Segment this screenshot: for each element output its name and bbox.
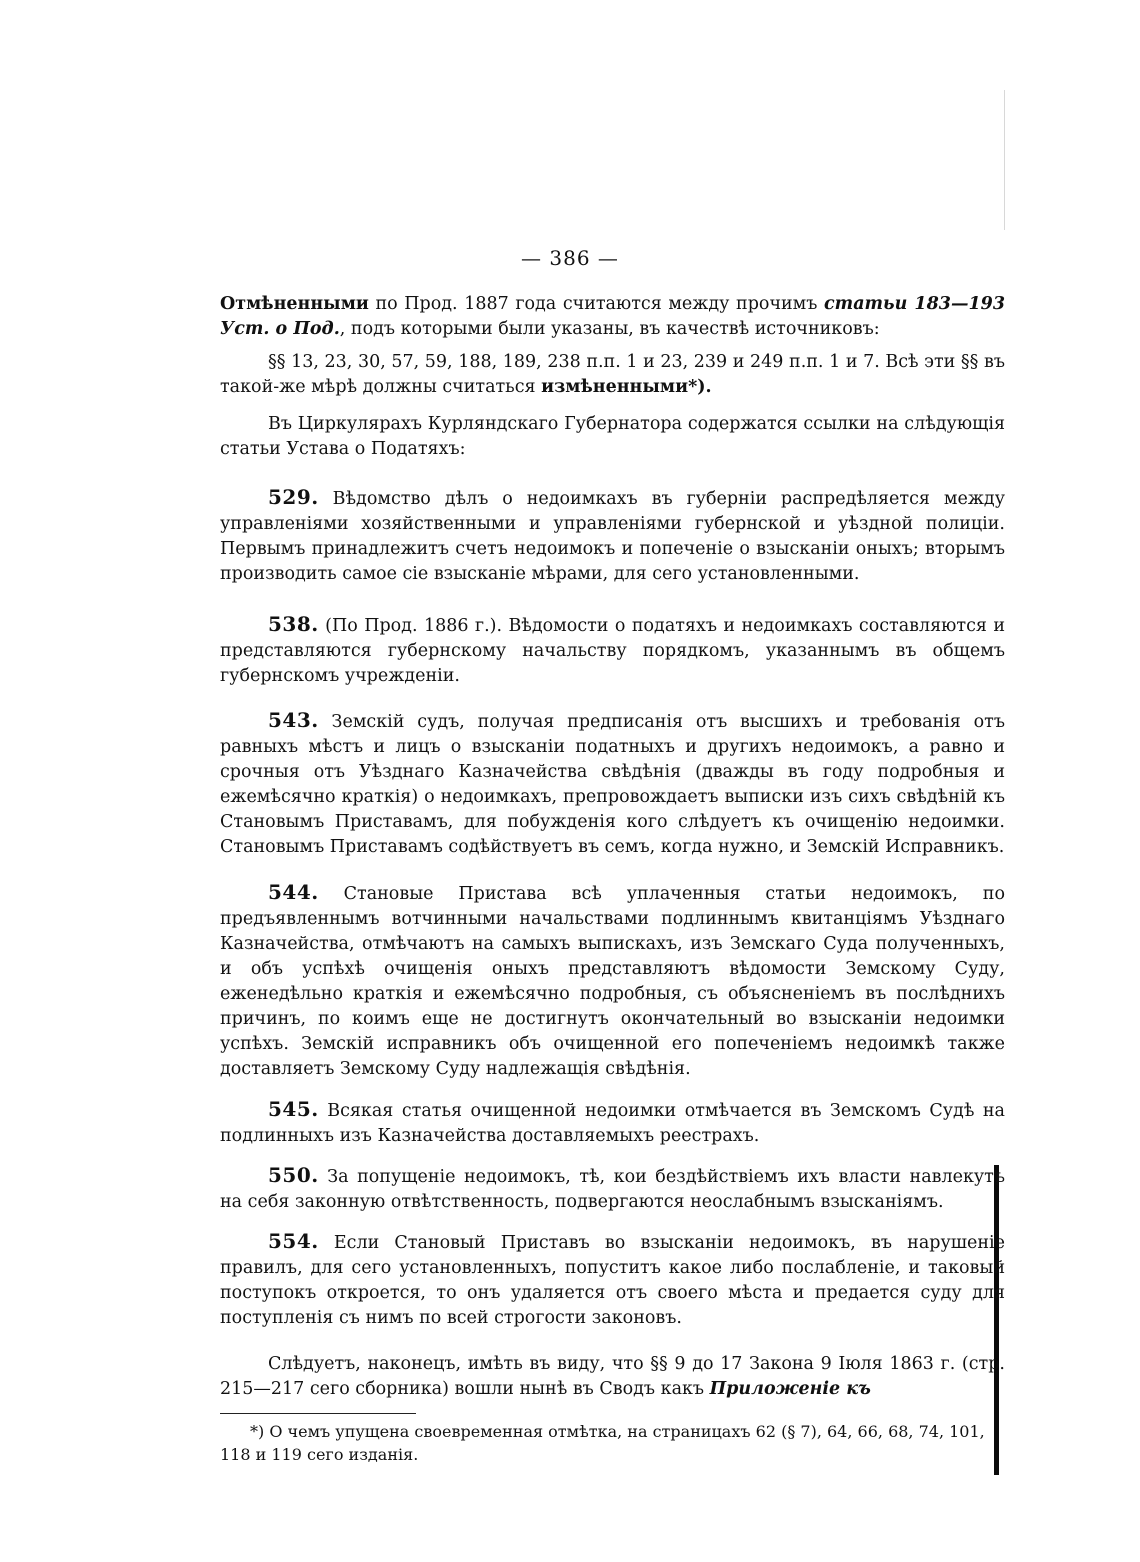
article-number: 554. — [268, 1229, 319, 1253]
circulars-paragraph: Въ Циркулярахъ Курляндскаго Губернатора содержатся ссылки на слѣдующія статьи Устава о Податяхъ: — [220, 414, 1005, 459]
article-text: Вѣдомство дѣлъ о недоимкахъ въ губерніи распредѣляется между управленіями хозяйственными и управленіями губернской и уѣздной полиціи. Первымъ принадлежитъ счетъ недоимокъ и попеченіе о взысканіи оныхъ; вторымъ производить самое сіе взысканіе мѣрами, для сего установленными. — [220, 489, 1005, 584]
article-number: 544. — [268, 880, 319, 904]
article-paragraph — [220, 708, 1005, 860]
article-text: (По Прод. 1886 г.). Вѣдомости о податяхъ и недоимкахъ составляются и представляются губернскому начальству порядкомъ, указаннымъ въ общемъ губернскомъ учрежденіи. — [220, 616, 1005, 686]
intro-lead-text: по Прод. 1887 года считаются между прочимъ — [368, 294, 825, 314]
article-550 — [220, 1163, 1005, 1215]
article-text: Всякая статья очищенной недоимки отмѣчается въ Земскомъ Судѣ на подлинныхъ изъ Казначейства доставляемыхъ реестрахъ. — [220, 1101, 1005, 1146]
page-number: — 386 — — [521, 246, 619, 270]
intro-lead-italic: статьи 183—193 Уст. о Под. — [220, 294, 1005, 339]
sections-bold: измѣненными*). — [541, 377, 712, 397]
intro-paragraph — [220, 292, 1005, 342]
article-number: 550. — [268, 1163, 319, 1187]
article-538 — [220, 612, 1005, 689]
article-text: Если Становый Приставъ во взысканіи недоимокъ, въ нарушеніе правилъ, для сего установленныхъ, попуститъ какое либо послабленіе, и таковый поступокъ откроется, то онъ удаляется отъ своего мѣста и предается суду для поступленія съ нимъ по всей строгости законовъ. — [220, 1233, 1005, 1328]
scan-edge-line — [1004, 90, 1005, 230]
intro-lead-bold: Отмѣненными — [220, 294, 369, 314]
circulars-block — [220, 412, 1005, 462]
article-529 — [220, 485, 1005, 587]
article-number: 529. — [268, 485, 319, 509]
footnote-divider — [220, 1413, 416, 1414]
article-number: 538. — [268, 612, 319, 636]
article-paragraph — [220, 1229, 1005, 1331]
article-paragraph — [220, 485, 1005, 587]
article-number: 545. — [268, 1097, 319, 1121]
sections-paragraph — [220, 350, 1005, 400]
article-554 — [220, 1229, 1005, 1331]
footnote-text: *) О чемъ упущена своевременная отмѣтка, на страницахъ 62 (§ 7), 64, 66, 68, 74, 101, 118 и 119 сего изданія. — [220, 1422, 985, 1464]
article-text: Земскій судъ, получая предписанія отъ высшихъ и требованія отъ равныхъ мѣстъ и лицъ о взысканіи податныхъ и другихъ недоимокъ, а равно и срочныя отъ Уѣзднаго Казначейства свѣдѣнія (дважды въ году подробныя и ежемѣсячно краткія) о недоимкахъ, препровождаетъ выписки изъ сихъ свѣдѣній къ Становымъ Приставамъ, для побужденія кого слѣдуетъ къ очищенію недоимки. Становымъ Приставамъ содѣйствуетъ въ семъ, когда нужно, и Земскій Исправникъ. — [220, 712, 1005, 857]
article-text: Становые Пристава всѣ уплаченныя статьи недоимокъ, по предъявленнымъ вотчинными начальствами подлиннымъ квитанціямъ Уѣзднаго Казначейства, отмѣчаютъ на самыхъ выпискахъ, изъ Земскаго Суда полученныхъ, и объ успѣхѣ очищенія оныхъ представляютъ вѣдомости Земскому Суду, еженедѣльно краткія и ежемѣсячно подробныя, съ объясненіемъ въ послѣднихъ причинъ, по коимъ еще не достигнутъ окончательный во взысканіи недоимки успѣхъ. Земскій исправникъ объ очищенной его попеченіемъ недоимкѣ также доставляетъ Земскому Суду надлежащія свѣдѣнія. — [220, 884, 1005, 1079]
closing-paragraph — [220, 1352, 1005, 1402]
sections-line: §§ 13, 23, 30, 57, 59, 188, 189, 238 п.п. 1 и 23, 239 и 249 п.п. 1 и 7. Всѣ эти §§ въ такой-же мѣрѣ должны считаться — [220, 352, 1005, 397]
article-paragraph — [220, 1097, 1005, 1149]
sections-block — [220, 350, 1005, 400]
intro-block — [220, 292, 1005, 342]
closing-text: Слѣдуетъ, наконецъ, имѣть въ виду, что §§ 9 до 17 Закона 9 Іюля 1863 г. (стр. 215—217 сего сборника) вошли нынѣ въ Сводъ какъ — [220, 1354, 1005, 1399]
closing-italic: Приложеніе къ — [709, 1379, 871, 1399]
intro-lead-rest: , подъ которыми были указаны, въ качествѣ источниковъ: — [339, 319, 880, 339]
article-543 — [220, 708, 1005, 860]
article-paragraph — [220, 1163, 1005, 1215]
article-text: За попущеніе недоимокъ, тѣ, кои бездѣйствіемъ ихъ власти навлекутъ на себя законную отвѣтственность, подвергаются неослабнымъ взысканіямъ. — [220, 1167, 1005, 1212]
article-paragraph — [220, 612, 1005, 689]
article-paragraph — [220, 880, 1005, 1082]
article-number: 543. — [268, 708, 319, 732]
article-545 — [220, 1097, 1005, 1149]
footnote — [220, 1420, 990, 1466]
article-544 — [220, 880, 1005, 1082]
closing-block — [220, 1352, 1005, 1402]
